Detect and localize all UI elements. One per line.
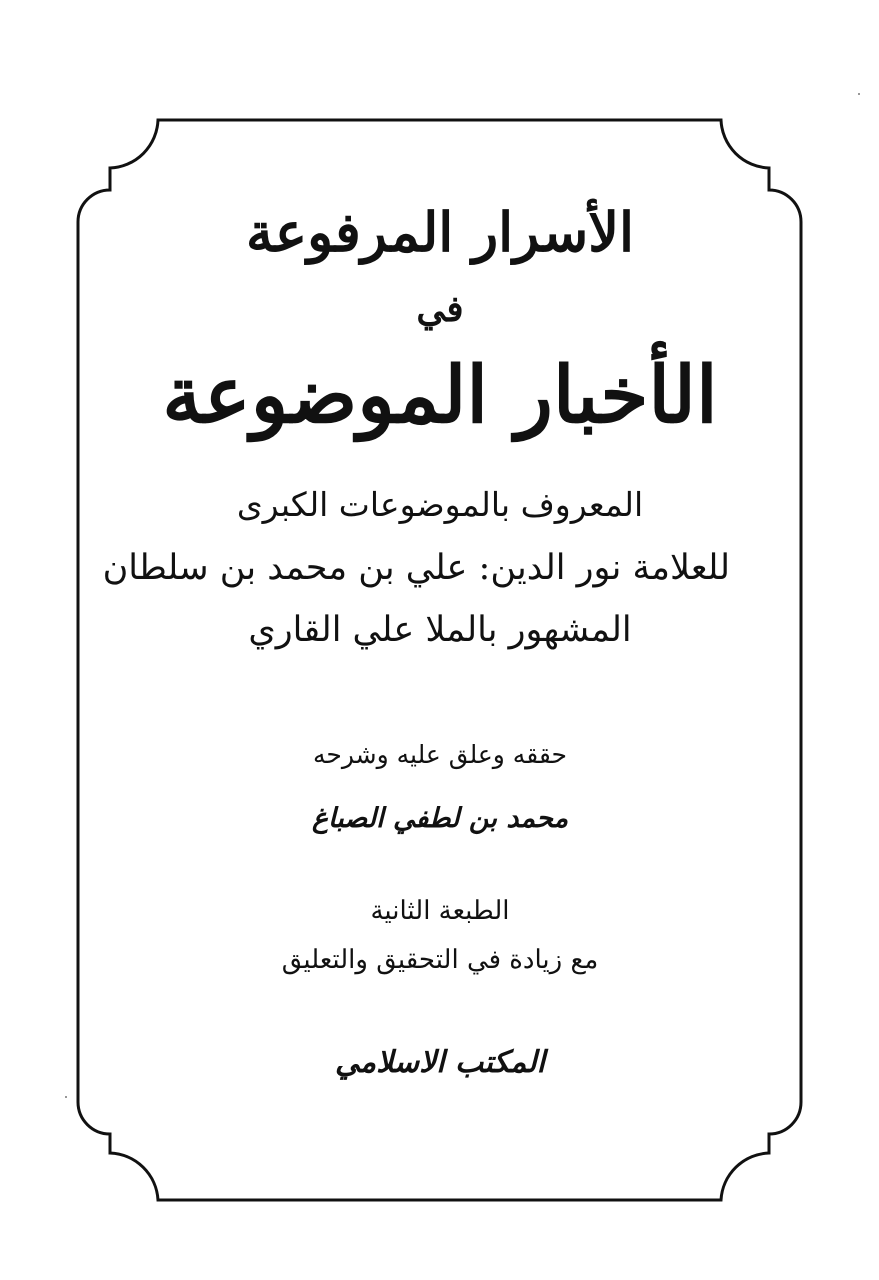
publisher-name: المكتب الاسلامي [335, 1045, 545, 1080]
author-full-name: للعلامة نور الدين: علي بن محمد بن سلطان [102, 548, 730, 588]
book-title-line-1: الأسرار المرفوعة [245, 200, 635, 264]
page-speck [65, 1096, 67, 1098]
editor-name: محمد بن لطفي الصباغ [311, 803, 569, 834]
book-title-line-2: الأخبار الموضوعة [162, 350, 718, 441]
edition-note: مع زيادة في التحقيق والتعليق [281, 945, 599, 975]
cusped-frame-outline [78, 120, 801, 1200]
edition-label: الطبعة الثانية [370, 896, 510, 926]
book-title-connector: في [416, 288, 464, 330]
author-known-as: المشهور بالملا علي القاري [248, 610, 632, 650]
page-speck [858, 93, 860, 95]
editor-credit-label: حققه وعلق عليه وشرحه [313, 740, 567, 769]
subtitle-known-as: المعروف بالموضوعات الكبرى [236, 485, 644, 524]
